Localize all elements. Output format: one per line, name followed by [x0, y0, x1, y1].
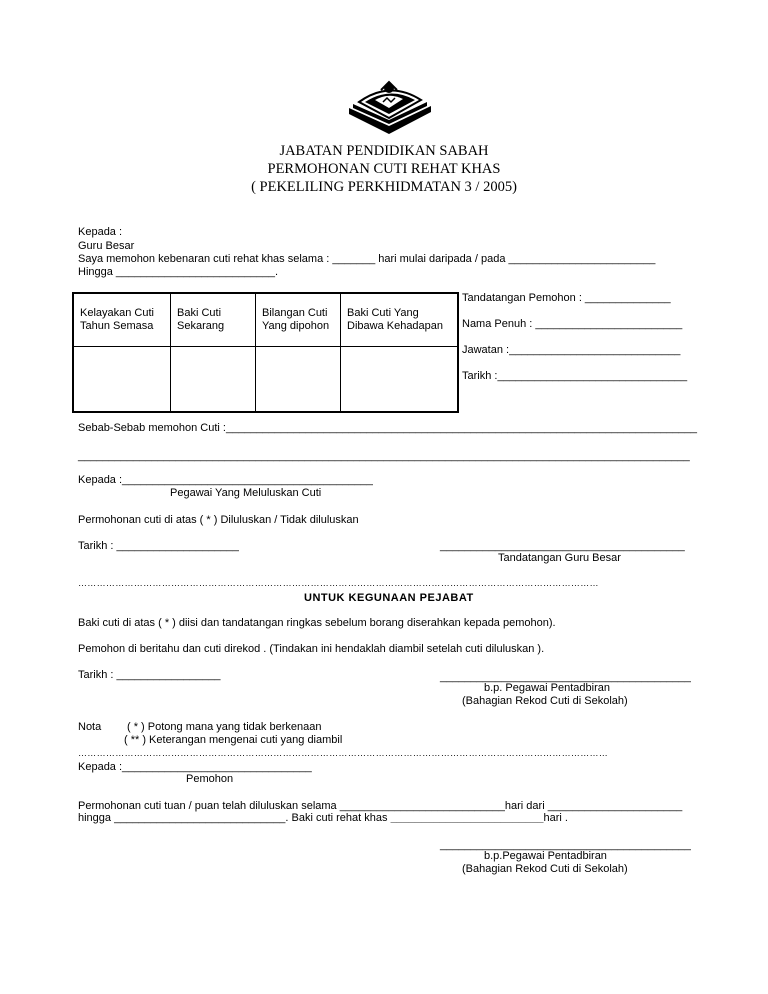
leave-balance-table [72, 292, 459, 413]
final-bp: b.p.Pegawai Pentadbiran [484, 850, 607, 862]
cell-baki-dibawa[interactable] [341, 347, 459, 413]
intro-hingga: Hingga __________________________. [78, 266, 279, 278]
applicant-position[interactable]: Jawatan :____________________________ [462, 344, 681, 356]
col-baki-dibawa: Baki Cuti Yang Dibawa Kehadapan [341, 293, 459, 347]
intro-request-line: Saya memohon kebenaran cuti rehat khas selama : _______ hari mulai daripada / pada ________________________ [78, 253, 656, 265]
applicant-date[interactable]: Tarikh :_______________________________ [462, 370, 688, 382]
intro-kepada: Kepada : [78, 226, 123, 238]
header-agency: JABATAN PENDIDIKAN SABAH [279, 143, 489, 159]
applicant-name[interactable]: Nama Penuh : ________________________ [462, 318, 683, 330]
col-baki: Baki Cuti Sekarang [171, 293, 256, 347]
intro-guru-besar: Guru Besar [78, 240, 135, 252]
separator-line-2: ……………………………………………………………………………………………………………………………………………………… [78, 748, 609, 758]
final-approval-line[interactable]: Permohonan cuti tuan / puan telah diluluskan selama ___________________________hari dari ______________________ [78, 800, 683, 812]
col-kelayakan: Kelayakan Cuti Tahun Semasa [73, 293, 171, 347]
headmaster-signature-line[interactable]: ________________________________________ [440, 540, 685, 552]
header-form-title: PERMOHONAN CUTI REHAT KHAS [267, 161, 501, 177]
office-bahagian: (Bahagian Rekod Cuti di Sekolah) [462, 695, 628, 707]
office-note-2: Pemohon di beritahu dan cuti direkod . (Tindakan ini hendaklah diambil setelah cuti diluluskan ). [78, 643, 545, 655]
final-pemohon: Pemohon [186, 773, 234, 785]
final-signature-line[interactable]: _________________________________________ [440, 839, 691, 851]
sabah-crest-logo [345, 78, 435, 136]
header-circular: ( PEKELILING PERKHIDMATAN 3 / 2005) [251, 179, 517, 195]
applicant-signature[interactable]: Tandatangan Pemohon : ______________ [462, 292, 671, 304]
cell-kelayakan[interactable] [73, 347, 171, 413]
final-bahagian: (Bahagian Rekod Cuti di Sekolah) [462, 863, 628, 875]
office-bp: b.p. Pegawai Pentadbiran [484, 682, 610, 694]
office-date[interactable]: Tarikh : _________________ [78, 669, 221, 681]
approver-title: Pegawai Yang Meluluskan Cuti [170, 487, 322, 499]
cell-baki[interactable] [171, 347, 256, 413]
office-signature-line[interactable]: _________________________________________ [440, 671, 691, 683]
final-kepada[interactable]: Kepada :_______________________________ [78, 761, 312, 773]
office-note-1: Baki cuti di atas ( * ) diisi dan tandatangan ringkas sebelum borang diserahkan kepada pemohon). [78, 617, 556, 629]
final-hingga-line[interactable]: hingga ____________________________. Baki cuti rehat khas _________________________hari . [78, 812, 568, 824]
col-bilangan: Bilangan Cuti Yang dipohon [256, 293, 341, 347]
nota-1: ( * ) Potong mana yang tidak berkenaan [127, 721, 322, 733]
headmaster-signature-label: Tandatangan Guru Besar [498, 552, 621, 564]
reason-field[interactable]: Sebab-Sebab memohon Cuti :_____________________________________________________________________________ [78, 422, 698, 434]
office-use-title: UNTUK KEGUNAAN PEJABAT [304, 592, 474, 604]
reason-field-line2[interactable]: ____________________________________________________________________________________________________ [78, 450, 690, 462]
nota-2: ( ** ) Keterangan mengenai cuti yang diambil [124, 734, 343, 746]
separator-line: …………………………………………………………………………………………………………………………………………………… [78, 578, 599, 588]
approval-status: Permohonan cuti di atas ( * ) Diluluskan / Tidak diluluskan [78, 514, 359, 526]
nota-label: Nota [78, 721, 102, 733]
cell-bilangan[interactable] [256, 347, 341, 413]
approver-kepada[interactable]: Kepada :_________________________________________ [78, 474, 373, 486]
approver-date[interactable]: Tarikh : ____________________ [78, 540, 239, 552]
